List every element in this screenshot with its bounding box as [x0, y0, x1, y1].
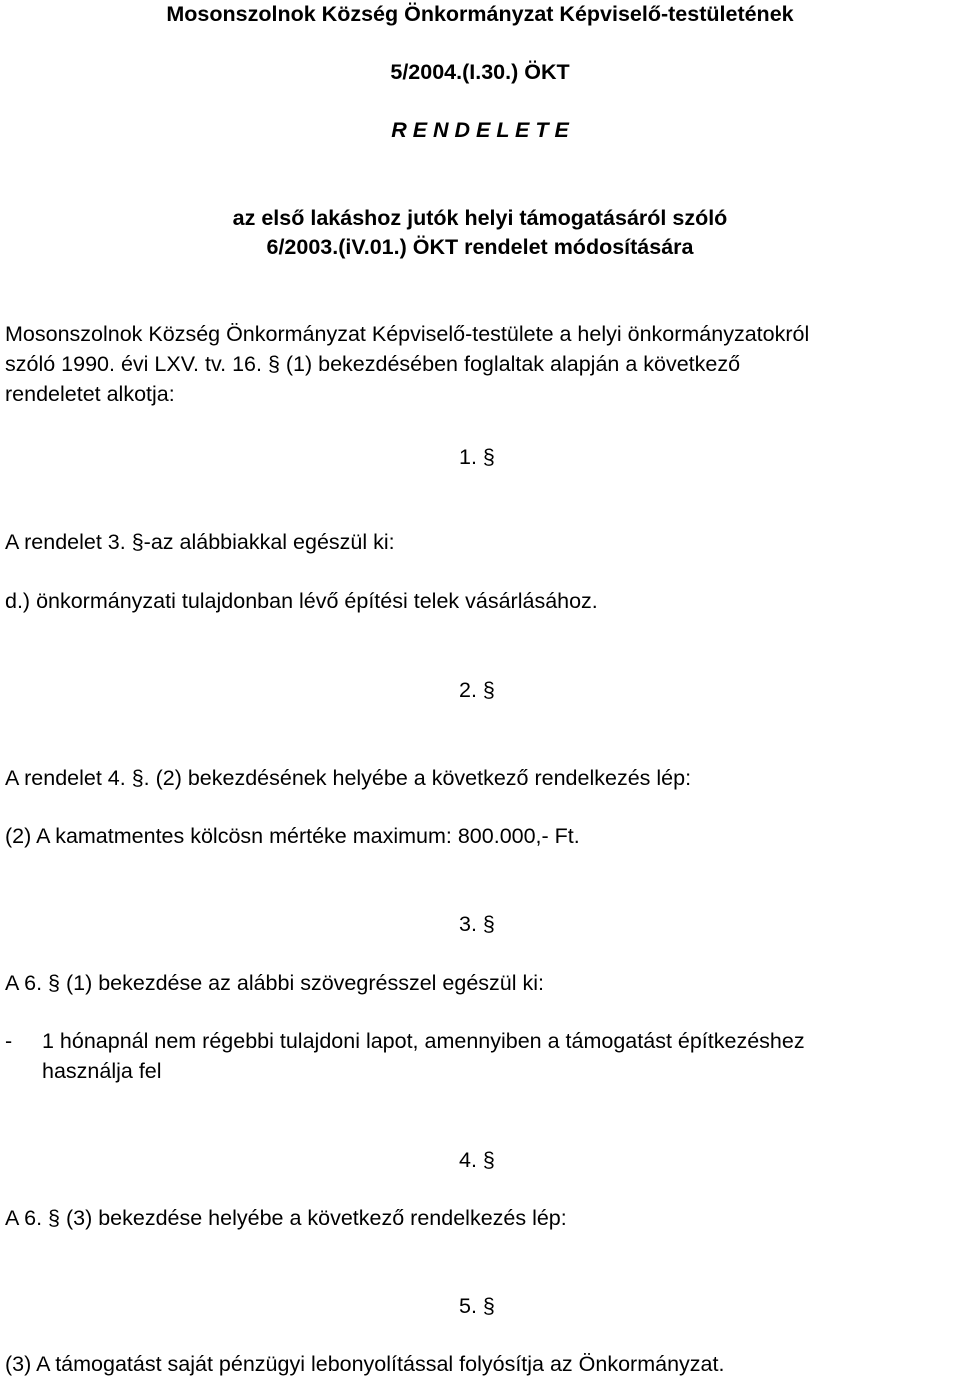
section-1-text-1: A rendelet 3. §-az alábbiakkal egészül ki: [5, 530, 395, 554]
document-type: R E N D E L E T E [391, 118, 569, 142]
section-3-bullet-mark: - [5, 1029, 13, 1053]
section-1-text-2: d.) önkormányzati tulajdonban lévő építési telek vásárlásához. [5, 589, 598, 613]
section-4-heading: 4. § [459, 1148, 495, 1172]
section-3-text-1: A 6. § (1) bekezdése az alábbi szövegrésszel egészül ki: [5, 971, 544, 995]
section-3-bullet-line-2: használja fel [42, 1059, 162, 1083]
subject-line-2: 6/2003.(iV.01.) ÖKT rendelet módosítására [266, 235, 694, 259]
section-2-text-2: (2) A kamatmentes kölcösn mértéke maximum: 800.000,- Ft. [5, 824, 580, 848]
section-5-heading: 5. § [459, 1294, 495, 1318]
preamble-line-3: rendeletet alkotja: [5, 382, 175, 406]
section-5-text-1: (3) A támogatást saját pénzügyi lebonyolítással folyósítja az Önkormányzat. [5, 1352, 725, 1376]
section-3-bullet-line-1: 1 hónapnál nem régebbi tulajdoni lapot, amennyiben a támogatást építkezéshez [42, 1029, 805, 1053]
subject-line-1: az első lakáshoz jutók helyi támogatásáról szóló [232, 206, 728, 230]
preamble-line-2: szóló 1990. évi LXV. tv. 16. § (1) bekezdésében foglaltak alapján a következő [5, 352, 741, 376]
section-4-text-1: A 6. § (3) bekezdése helyébe a következő rendelkezés lép: [5, 1206, 567, 1230]
section-2-heading: 2. § [459, 678, 495, 702]
section-2-text-1: A rendelet 4. §. (2) bekezdésének helyébe a következő rendelkezés lép: [5, 766, 692, 790]
section-1-heading: 1. § [459, 445, 495, 469]
section-3-heading: 3. § [459, 912, 495, 936]
preamble-line-1: Mosonszolnok Község Önkormányzat Képviselő-testülete a helyi önkormányzatokról [5, 322, 810, 346]
decree-number: 5/2004.(I.30.) ÖKT [390, 60, 570, 84]
document-title: Mosonszolnok Község Önkormányzat Képviselő-testületének [166, 2, 794, 26]
